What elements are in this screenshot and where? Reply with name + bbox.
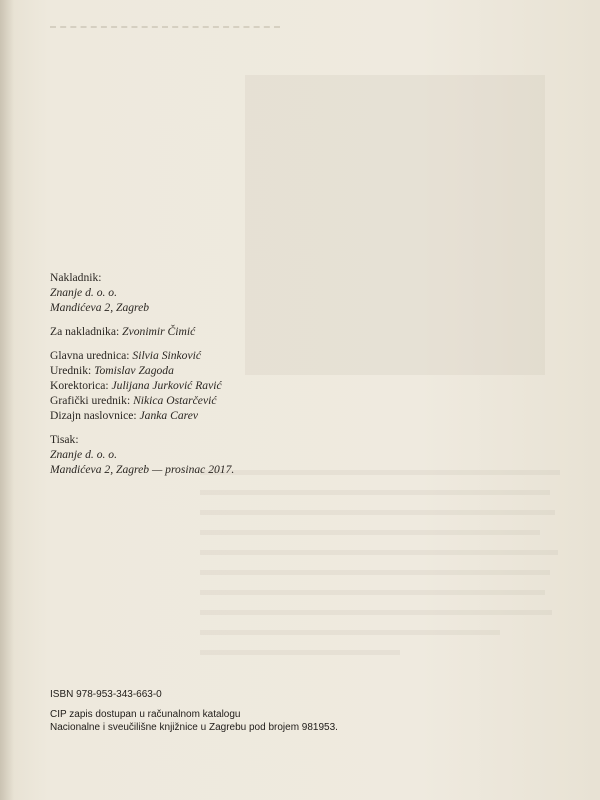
proofreader-label: Korektorica: [50,379,109,392]
bleed-through-line [200,530,540,535]
bleed-through-image-area [245,75,545,375]
print-address-date: Mandićeva 2, Zagreb — prosinac 2017. [50,463,235,476]
cover-design-name: Janka Carev [139,409,198,422]
editor-name: Tomislav Zagoda [94,364,174,377]
proofreader-row [50,378,234,393]
cip-line-1: CIP zapis dostupan u računalnom katalogu [50,708,241,720]
bleed-through-header-rule [50,16,280,28]
for-publisher-name: Zvonimir Čimić [122,325,196,338]
editor-in-chief-label: Glavna urednica: [50,349,130,362]
bleed-through-line [200,570,550,575]
publisher-label: Nakladnik: [50,271,102,284]
for-publisher-label: Za nakladnika: [50,325,120,338]
for-publisher-row [50,324,234,339]
cover-design-label: Dizajn naslovnice: [50,409,137,422]
cover-design-row [50,408,234,423]
editor-label: Urednik: [50,364,92,377]
editor-in-chief-name: Silvia Sinković [132,349,201,362]
publisher-address: Mandićeva 2, Zagreb [50,301,150,314]
bleed-through-line [200,610,552,615]
graphic-editor-name: Nikica Ostarčević [133,394,217,407]
cip-block [50,688,338,735]
bleed-through-line [200,550,558,555]
proofreader-name: Julijana Jurković Ravić [111,379,222,392]
publisher-name: Znanje d. o. o. [50,286,117,299]
bleed-through-line [200,630,500,635]
imprint-block [50,270,234,477]
bleed-through-line [200,490,550,495]
page-crease-shadow [0,0,14,800]
editor-in-chief-row [50,348,234,363]
editor-row [50,363,234,378]
graphic-editor-label: Grafički urednik: [50,394,131,407]
bleed-through-line [200,510,555,515]
bleed-through-line [200,470,560,475]
graphic-editor-row [50,393,234,408]
bleed-through-line [200,590,545,595]
print-label: Tisak: [50,433,79,446]
isbn-line: ISBN 978-953-343-663-0 [50,689,162,700]
bleed-through-line [200,650,400,655]
print-name: Znanje d. o. o. [50,448,117,461]
cip-line-2: Nacionalne i sveučilišne knjižnice u Zagrebu pod brojem 981953. [50,722,338,733]
